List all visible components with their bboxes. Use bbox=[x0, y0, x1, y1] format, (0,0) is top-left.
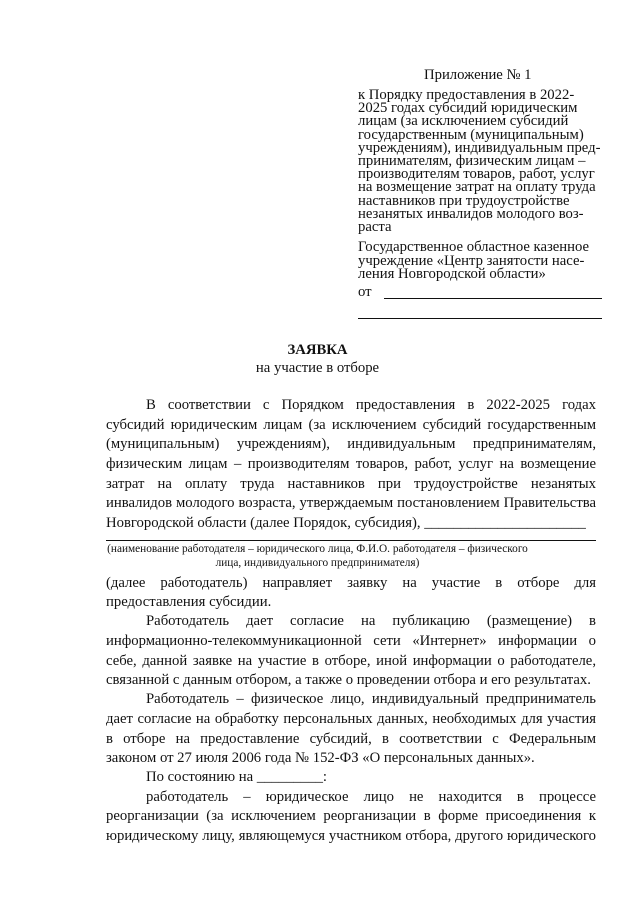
paragraph-line: дает согласие на обработку персональных данных, необходимых для участия bbox=[106, 711, 596, 727]
paragraph-line: юридическому лицу, являющемуся участником отбора, другого юридического bbox=[106, 828, 596, 844]
paragraph-line: законом от 27 июля 2006 года № 152-ФЗ «О персональных данных». bbox=[106, 750, 535, 766]
appendix-line: учреждениям), индивидуальным пред- bbox=[358, 139, 601, 156]
paragraph-line: себе, данной заявке на участие в отборе, иной информации о работодателе, bbox=[106, 653, 596, 669]
paragraph-line: (муниципальным) учреждениям), индивидуальным предпринимателям, bbox=[106, 436, 596, 452]
appendix-line: производителям товаров, работ, услуг bbox=[358, 166, 595, 183]
appendix-reference bbox=[358, 87, 601, 236]
paragraph-line: субсидий юридическим лицам (за исключением субсидий государственным bbox=[106, 417, 596, 433]
appendix-line: на возмещение затрат на оплату труда bbox=[358, 179, 596, 196]
paragraph-line: Работодатель – физическое лицо, индивидуальный предприниматель bbox=[146, 691, 596, 707]
paragraph-line: физическим лицам – производителям товаров, работ, услуг на возмещение bbox=[106, 456, 596, 472]
paragraph-line: предоставления субсидии. bbox=[106, 594, 272, 610]
caption-line: лица, индивидуального предпринимателя) bbox=[215, 557, 420, 569]
appendix-line: принимателям, физическим лицам – bbox=[358, 153, 586, 170]
paragraph-line: затрат на оплату труда наставников при трудоустройстве незанятых bbox=[106, 476, 596, 492]
from-label: от bbox=[358, 284, 372, 300]
paragraph-line: информационно-телекоммуникационной сети «Интернет» информации о bbox=[106, 633, 596, 649]
appendix-line: раста bbox=[358, 219, 392, 236]
caption-line: (наименование работодателя – юридического лица, Ф.И.О. работодателя – физического bbox=[107, 543, 528, 555]
appendix-title: Приложение № 1 bbox=[424, 67, 532, 83]
from-field-line[interactable] bbox=[384, 298, 602, 299]
from-field-line-2[interactable] bbox=[358, 318, 602, 319]
paragraph-line: в отборе на предоставление субсидий, в соответствии с Федеральным bbox=[106, 731, 596, 747]
paragraph-line: Новгородской области (далее Порядок, субсидия), ______________________ bbox=[106, 515, 586, 531]
paragraph-line: (далее работодатель) направляет заявку на участие в отборе для bbox=[106, 575, 596, 591]
document-subtitle: на участие в отборе bbox=[255, 360, 380, 376]
appendix-line: незанятых инвалидов молодого воз- bbox=[358, 205, 584, 222]
appendix-line: наставников при трудоустройстве bbox=[358, 192, 570, 209]
paragraph-line: реорганизации (за исключением реорганизации в форме присоединения к bbox=[106, 808, 596, 824]
document-title: ЗАЯВКА bbox=[287, 342, 348, 358]
addressee-line: Государственное областное казенное bbox=[358, 239, 590, 255]
appendix-line: к Порядку предоставления в 2022- bbox=[358, 87, 575, 103]
paragraph-line: В соответствии с Порядком предоставления в 2022-2025 годах bbox=[146, 397, 596, 413]
appendix-line: лицам (за исключением субсидий bbox=[358, 113, 569, 130]
paragraph-line: работодатель – юридическое лицо не находится в процессе bbox=[146, 789, 596, 805]
addressee-block bbox=[358, 241, 598, 282]
addressee-line: ления Новгородской области» bbox=[358, 266, 546, 283]
employer-name-caption bbox=[0, 542, 635, 570]
employer-name-field-line[interactable] bbox=[106, 540, 596, 541]
appendix-line: государственным (муниципальным) bbox=[358, 126, 584, 143]
status-date-line: По состоянию на _________: bbox=[146, 769, 328, 785]
appendix-line: 2025 годах субсидий юридическим bbox=[358, 100, 578, 117]
addressee-line: учреждение «Центр занятости насе- bbox=[358, 252, 585, 269]
paragraph-line: связанной с данным отбором, а также о проведении отбора и его результатах. bbox=[106, 672, 591, 688]
paragraph-line: Работодатель дает согласие на публикацию (размещение) в bbox=[146, 613, 596, 629]
paragraph-line: инвалидов молодого возраста, утверждаемым постановлением Правительства bbox=[106, 495, 596, 511]
